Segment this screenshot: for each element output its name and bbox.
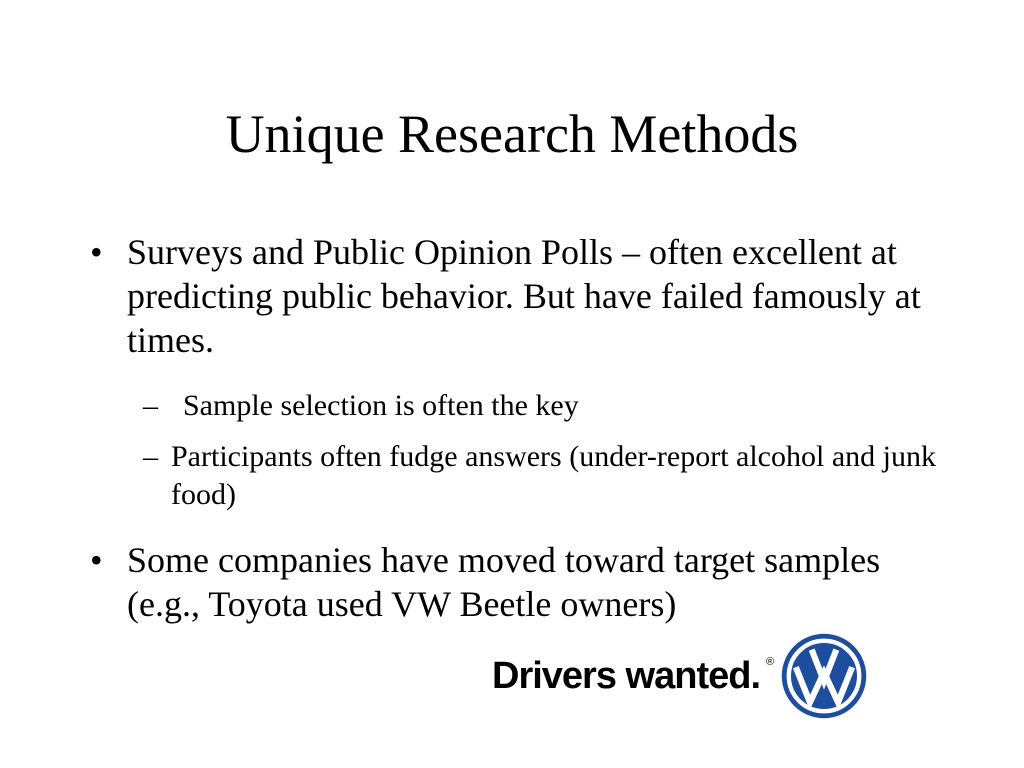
logo-tagline: Drivers wanted. — [492, 655, 760, 697]
bullet-text: Surveys and Public Opinion Polls – often excellent at predicting public behavior. But have failed famously at times. — [127, 232, 921, 360]
drivers-wanted-logo — [490, 632, 870, 724]
slide-title: Unique Research Methods — [225, 104, 799, 164]
sub-bullet-text: Participants often fudge answers (under-report alcohol and junk food) — [171, 440, 936, 511]
bullet-marker: • — [90, 540, 103, 580]
sub-bullet-marker: – — [143, 389, 158, 422]
bullet-marker: • — [90, 232, 103, 272]
vw-logo-icon — [780, 632, 868, 720]
registered-mark: ® — [766, 656, 775, 668]
sub-bullet-marker: – — [143, 440, 158, 473]
bullet-text: Some companies have moved toward target samples (e.g., Toyota used VW Beetle owners) — [127, 540, 881, 624]
sub-bullet-text: Sample selection is often the key — [183, 389, 579, 422]
